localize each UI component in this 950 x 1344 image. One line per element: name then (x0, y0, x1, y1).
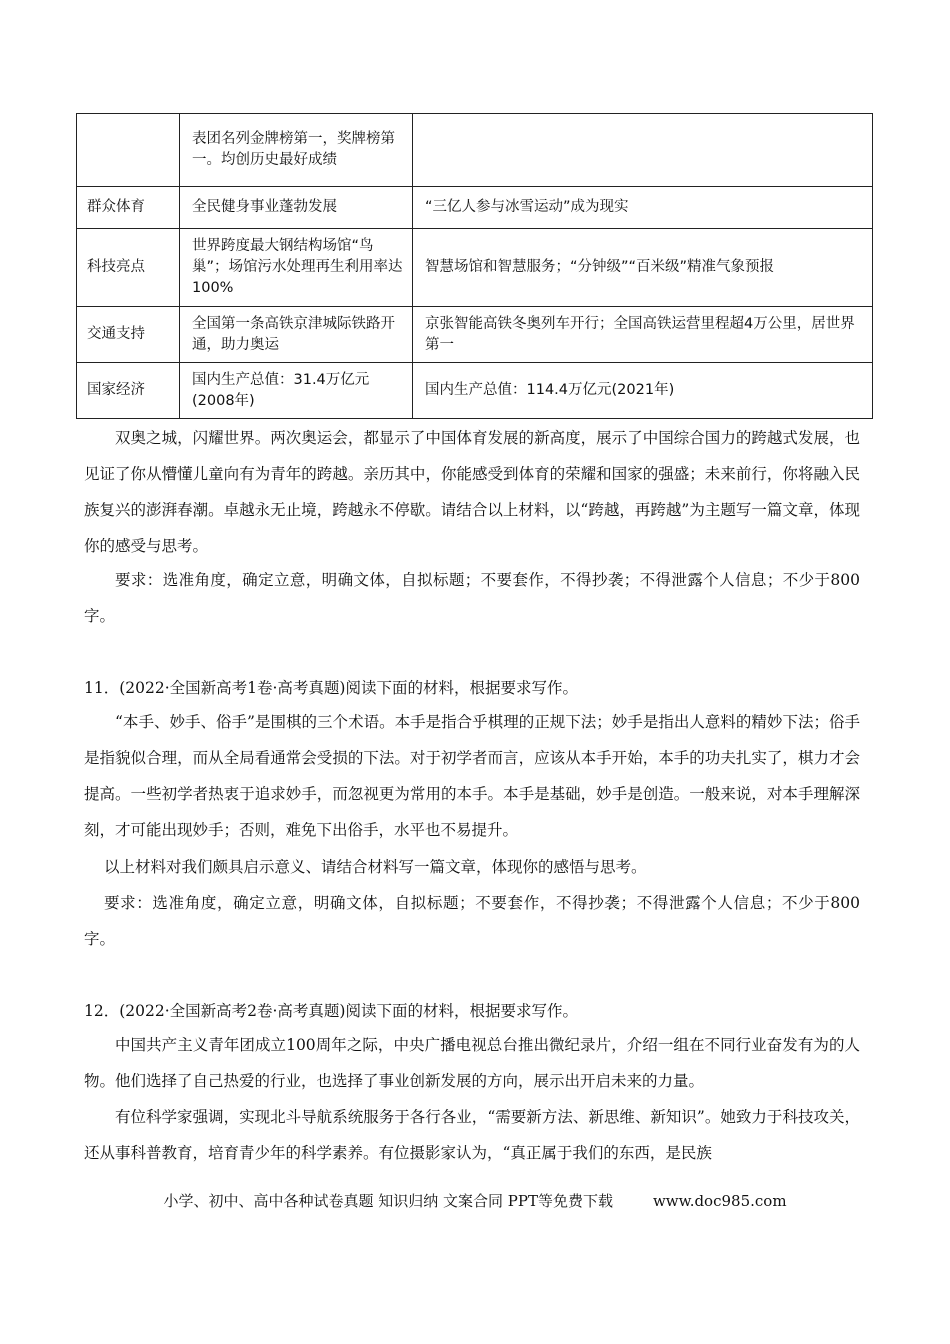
table-cell: 群众体育 (77, 187, 180, 229)
q11-material-paragraph: “本手、妙手、俗手”是围棋的三个术语。本手是指合乎棋理的正规下法；妙手是指出人意料的精妙下法；俗手是指貌似合理，而从全局看通常会受损的下法。对于初学者而言，应该从本手开始，本手的功夫扎实了，棋力才会提高。一些初学者热衷于追求妙手，而忽视更为常用的本手。本手是基础，妙手是创造。一般来说，对本手理解深刻，才可能出现妙手；否则，难免下出俗手，水平也不易提升。 (84, 713, 860, 839)
olympics-comparison-table (76, 113, 873, 419)
q12-material-paragraph-1: 中国共产主义青年团成立100周年之际，中央广播电视总台推出微纪录片，介绍一组在不同行业奋发有为的人物。他们选择了自己热爱的行业，也选择了事业创新发展的方向，展示出开启未来的力量。 (84, 1036, 860, 1090)
table-row (77, 229, 873, 307)
question-11-title: 11．(2022·全国新高考1卷·高考真题)阅读下面的材料，根据要求写作。 (84, 679, 578, 697)
table-cell: 交通支持 (77, 307, 180, 363)
table-row (77, 307, 873, 363)
q11-prompt: 以上材料对我们颇具启示意义、请结合材料写一篇文章，体现你的感悟与思考。 (104, 858, 647, 876)
table-row (77, 363, 873, 419)
q11-requirements: 要求：选准角度，确定立意，明确文体，自拟标题；不要套作，不得抄袭；不得泄露个人信息；不少于800字。 (84, 894, 860, 948)
q10-requirements: 要求：选准角度，确定立意，明确文体，自拟标题；不要套作，不得抄袭；不得泄露个人信息；不少于800字。 (84, 571, 860, 625)
q10-material-paragraph: 双奥之城，闪耀世界。两次奥运会，都显示了中国体育发展的新高度，展示了中国综合国力的跨越式发展，也见证了你从懵懂儿童向有为青年的跨越。亲历其中，你能感受到体育的荣耀和国家的强盛；未来前行，你将融入民族复兴的澎湃春潮。卓越永无止境，跨越永不停歇。请结合以上材料，以“跨越，再跨越”为主题写一篇文章，体现你的感受与思考。 (84, 429, 860, 555)
table-cell (77, 114, 180, 187)
table-cell: 表团名列金牌榜第一，奖牌榜第一。均创历史最好成绩 (180, 114, 413, 187)
table-cell: 国内生产总值：114.4万亿元(2021年) (413, 363, 873, 419)
table-cell: 国家经济 (77, 363, 180, 419)
table-row (77, 114, 873, 187)
footer-text: 小学、初中、高中各种试卷真题 知识归纳 文案合同 PPT等免费下载 (163, 1192, 613, 1210)
table-cell: 智慧场馆和智慧服务；“分钟级”“百米级”精准气象预报 (413, 229, 873, 307)
table-cell: 国内生产总值：31.4万亿元(2008年) (180, 363, 413, 419)
table-cell (413, 114, 873, 187)
table-cell: 世界跨度最大钢结构场馆“鸟巢”；场馆污水处理再生利用率达100% (180, 229, 413, 307)
table-cell: “三亿人参与冰雪运动”成为现实 (413, 187, 873, 229)
table-row (77, 187, 873, 229)
table-cell: 全国第一条高铁京津城际铁路开通，助力奥运 (180, 307, 413, 363)
page-footer (0, 1190, 950, 1212)
table-cell: 全民健身事业蓬勃发展 (180, 187, 413, 229)
question-12-title: 12．(2022·全国新高考2卷·高考真题)阅读下面的材料，根据要求写作。 (84, 1002, 578, 1020)
q12-material-paragraph-2: 有位科学家强调，实现北斗导航系统服务于各行各业，“需要新方法、新思维、新知识”。她致力于科技攻关，还从事科普教育，培育青少年的科学素养。有位摄影家认为，“真正属于我们的东西，是民族 (84, 1108, 860, 1162)
footer-url[interactable]: www.doc985.com (652, 1192, 787, 1210)
table-cell: 京张智能高铁冬奥列车开行；全国高铁运营里程超4万公里，居世界第一 (413, 307, 873, 363)
table-cell: 科技亮点 (77, 229, 180, 307)
